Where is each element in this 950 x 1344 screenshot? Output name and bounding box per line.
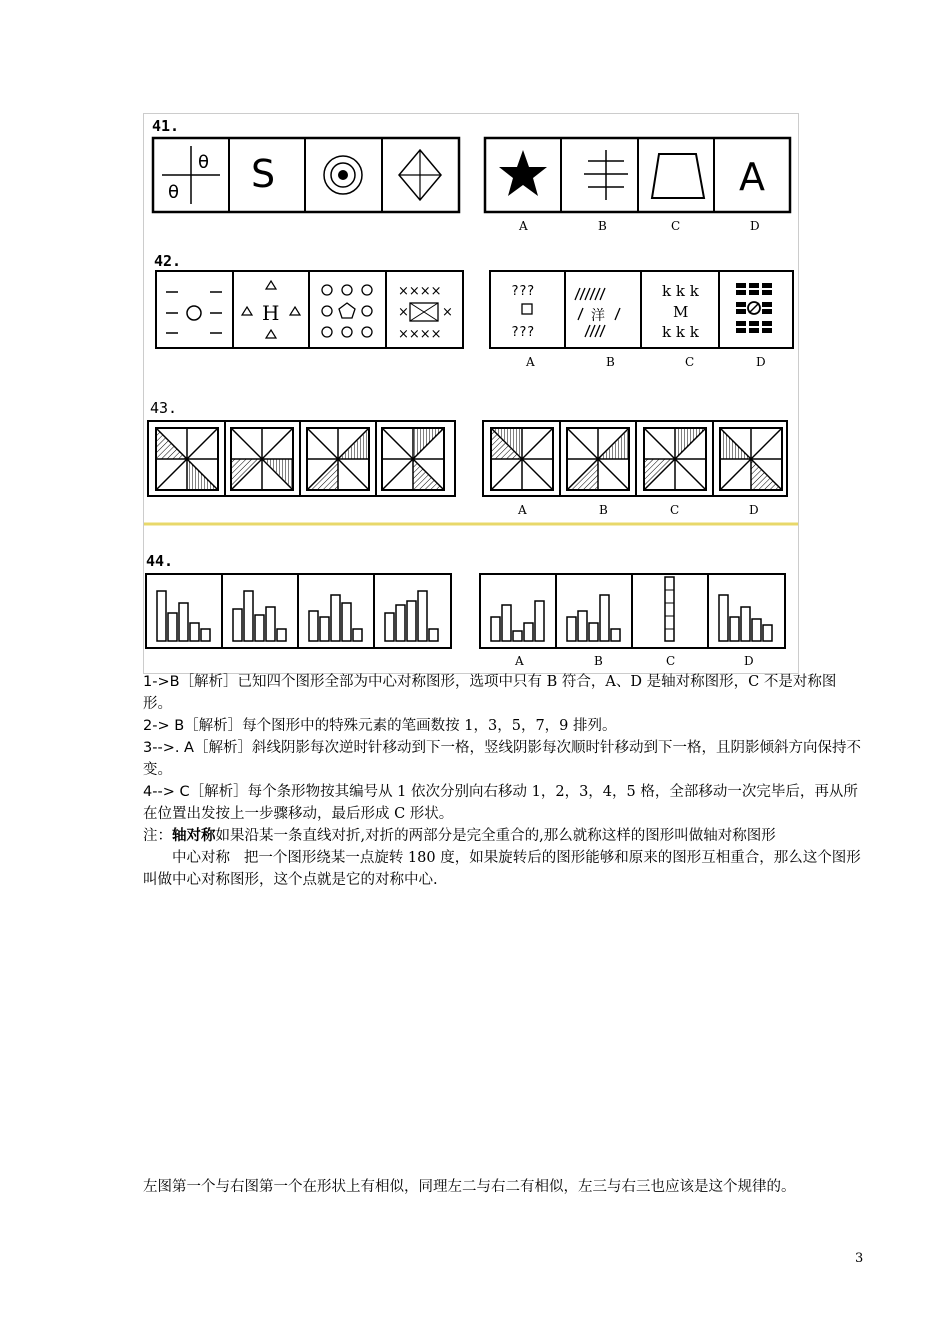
q43-square-4 xyxy=(382,428,444,490)
q43 xyxy=(148,399,787,517)
q41-a-letter: A xyxy=(739,155,765,199)
page-number: 3 xyxy=(855,1251,864,1266)
q42-option-d-label: D xyxy=(756,355,766,369)
svg-text:???: ??? xyxy=(511,284,535,299)
q43-square-3 xyxy=(307,428,369,490)
q42-option-c-label: C xyxy=(685,355,695,369)
q41-concentric-circles xyxy=(324,156,362,194)
q41-diamond-figure xyxy=(399,150,441,200)
svg-text:××××: ×××× xyxy=(398,284,442,299)
q44-bars-2 xyxy=(233,591,286,641)
svg-text:k k k: k k k xyxy=(662,323,699,341)
q41 xyxy=(152,117,790,233)
note-center-symmetry: 中心对称 把一个图形绕某一点旋转 180 度，如果旋转后的图形能够和原来的图形互相重合，那么这个图形叫做中心对称图形，这个点就是它的对称中心. xyxy=(143,850,861,888)
q43-square-1 xyxy=(156,428,218,490)
q42-option-a-figure xyxy=(511,284,534,340)
q44-option-c-label: C xyxy=(666,654,676,668)
svg-text:???: ??? xyxy=(511,325,535,340)
q43-label: 43. xyxy=(150,399,178,417)
figure-svg xyxy=(144,114,798,673)
q44 xyxy=(146,552,785,668)
svg-text:×: × xyxy=(442,305,453,320)
explanation-2: 2-> B［解析］每个图形中的特殊元素的笔画数按 1，3，5，7，9 排列。 xyxy=(143,718,617,734)
q42-option-d-figure xyxy=(736,283,772,333)
q44-bars-5 xyxy=(491,601,544,641)
q42-x-grid-figure xyxy=(398,284,453,342)
q41-star-figure xyxy=(499,150,547,196)
explanation-1: 1->B［解析］已知四个图形全部为中心对称图形，选项中只有 B 符合，A、D 是轴对称图形，C 不是对称图形。 xyxy=(143,674,837,712)
q43-square-7 xyxy=(644,428,706,490)
q44-option-d-label: D xyxy=(744,654,754,668)
svg-text:×: × xyxy=(398,305,409,320)
q42-triangles-h-figure xyxy=(242,281,300,338)
q41-option-c-label: C xyxy=(671,219,681,233)
explanations xyxy=(143,671,863,891)
q41-theta-cross-figure xyxy=(162,146,220,204)
svg-text:H: H xyxy=(262,301,280,325)
q41-option-a-label: A xyxy=(519,219,528,233)
q43-option-d-label: D xyxy=(749,503,759,517)
q44-bars-4 xyxy=(385,591,438,641)
q41-label: 41. xyxy=(152,117,180,135)
q44-bars-6 xyxy=(567,595,620,641)
q42-option-c-figure xyxy=(662,282,700,341)
q42-circles-pentagon-figure xyxy=(322,285,372,337)
svg-text:k k k: k k k xyxy=(662,282,699,300)
q44-bars-8 xyxy=(719,595,772,641)
q42 xyxy=(154,252,793,369)
bottom-note: 左图第一个与右图第一个在形状上有相似，同理左二与右二有相似，左三与右三也应该是这个规律的。 xyxy=(143,1179,796,1195)
q41-hash-figure xyxy=(584,150,628,200)
note-axis-symmetry: 注：轴对称如果沿某一条直线对折,对折的两部分是完全重合的,那么就称这样的图形叫做轴对称图形 xyxy=(143,827,776,844)
q43-square-2 xyxy=(231,428,293,490)
q42-option-a-label: A xyxy=(526,355,535,369)
q44-bars-1 xyxy=(157,591,210,641)
q44-option-b-label: B xyxy=(594,654,603,668)
q42-dash-circle-figure xyxy=(166,292,222,333)
svg-text:××××: ×××× xyxy=(398,327,442,342)
q42-option-b-label: B xyxy=(606,355,615,369)
q44-label: 44. xyxy=(146,552,174,570)
svg-text:M: M xyxy=(673,303,689,321)
q43-option-b-label: B xyxy=(599,503,608,517)
q43-option-c-label: C xyxy=(670,503,680,517)
q41-option-d-label: D xyxy=(750,219,760,233)
q43-square-5 xyxy=(491,428,553,490)
q44-bars-3 xyxy=(309,595,362,641)
q41-option-b-label: B xyxy=(598,219,607,233)
svg-text:洋: 洋 xyxy=(591,308,605,324)
q44-option-a-label: A xyxy=(515,654,524,668)
explanation-3: 3-->. A［解析］斜线阴影每次逆时针移动到下一格，竖线阴影每次顺时针移动到下一格，且阴影倾斜方向保持不变。 xyxy=(143,740,861,778)
svg-text:θ: θ xyxy=(168,182,180,203)
question-figure xyxy=(143,113,799,674)
q43-square-8 xyxy=(720,428,782,490)
q44-cells xyxy=(157,574,772,648)
q44-bars-7 xyxy=(665,577,674,641)
q41-trapezoid-figure xyxy=(652,154,704,198)
q42-label: 42. xyxy=(154,252,182,270)
q42-option-b-figure xyxy=(575,288,620,337)
q41-s-letter: S xyxy=(251,152,276,196)
q43-square-6 xyxy=(567,428,629,490)
svg-text:θ: θ xyxy=(198,152,210,173)
q43-option-a-label: A xyxy=(518,503,527,517)
explanation-4: 4--> C［解析］每个条形物按其编号从 1 依次分别向右移动 1，2，3，4，5 格，全部移动一次完毕后，再从所在位置出发按上一步骤移动，最后形成 C 形状。 xyxy=(143,784,858,822)
q43-cells xyxy=(156,421,782,496)
